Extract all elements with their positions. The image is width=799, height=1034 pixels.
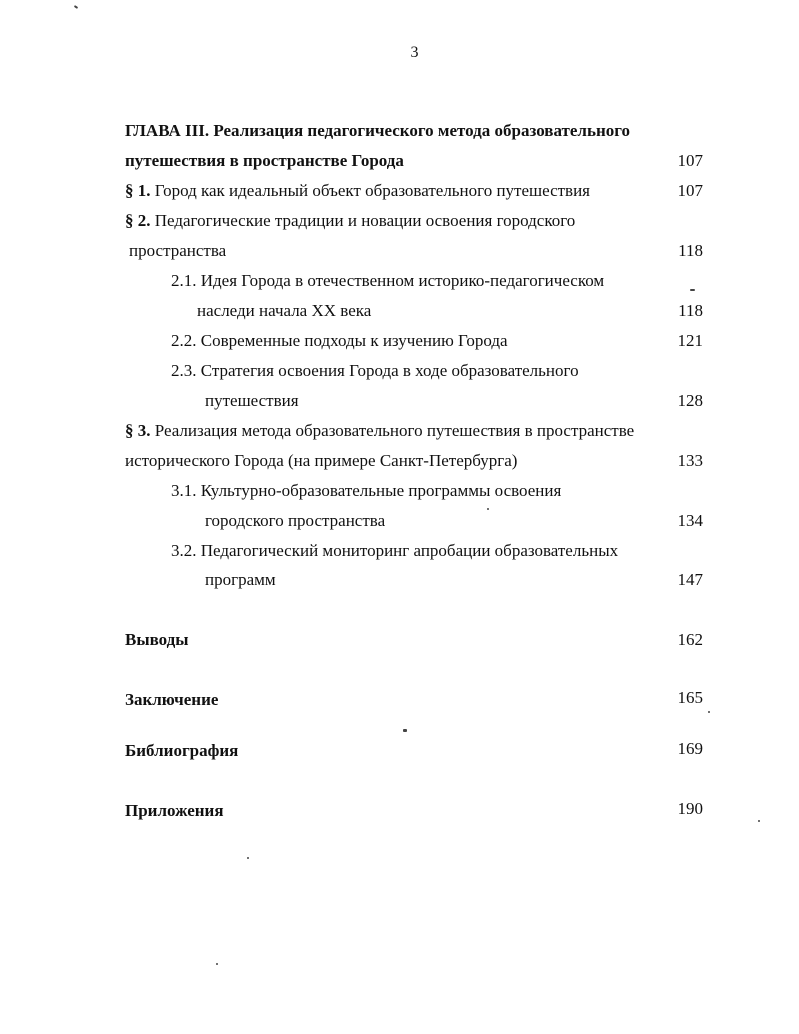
subsection-3-2-line1: 3.2. Педагогический мониторинг апробации образовательных xyxy=(171,541,619,560)
subsection-3-1-page: 134 xyxy=(677,511,703,530)
subsection-2-1-page: 118 xyxy=(678,301,703,320)
section-2-title-line2: пространства xyxy=(129,241,227,260)
scan-speck xyxy=(690,289,695,291)
subsection-3-1-line1: 3.1. Культурно-образовательные программы освоения xyxy=(171,481,562,500)
subsection-3-2-page: 147 xyxy=(677,570,703,589)
conclusions-page: 162 xyxy=(677,630,703,649)
section-3-entry xyxy=(125,421,634,441)
chapter-title-line2: путешествия в пространстве Города xyxy=(125,151,404,170)
scan-speck xyxy=(216,963,218,965)
section-2-number: § 2. xyxy=(125,211,151,230)
scan-speck xyxy=(758,820,760,822)
subsection-2-3-page: 128 xyxy=(677,391,703,410)
page-number: 3 xyxy=(410,44,419,61)
appendix-page: 190 xyxy=(677,799,703,818)
section-1-page: 107 xyxy=(677,181,703,200)
subsection-2-1-line2: наследи начала XX века xyxy=(197,301,372,320)
subsection-3-2-line2: программ xyxy=(205,570,276,589)
section-1-number: § 1. xyxy=(125,181,151,200)
chapter-title-line1: ГЛАВА III. Реализация педагогического метода образовательного xyxy=(125,121,631,140)
subsection-3-1-line2: городского пространства xyxy=(205,511,386,530)
subsection-2-1-line1: 2.1. Идея Города в отечественном историко-педагогическом xyxy=(171,271,605,290)
subsection-2-2-line1: 2.2. Современные подходы к изучению Города xyxy=(171,331,508,350)
subsection-2-2-page: 121 xyxy=(677,331,703,350)
section-1-entry xyxy=(125,181,590,201)
section-2-page: 118 xyxy=(678,241,703,260)
subsection-2-3-line1: 2.3. Стратегия освоения Города в ходе образовательного xyxy=(171,361,579,380)
conclusions-title: Выводы xyxy=(125,630,189,649)
subsection-2-3-line2: путешествия xyxy=(205,391,299,410)
section-2-title-line1: Педагогические традиции и новации освоения городского xyxy=(150,211,576,230)
scan-speck xyxy=(708,711,710,713)
section-3-title-line1: Реализация метода образовательного путешествия в пространстве xyxy=(150,421,635,440)
appendix-title: Приложения xyxy=(125,801,224,820)
bibliography-page: 169 xyxy=(677,739,703,758)
section-3-number: § 3. xyxy=(125,421,151,440)
final-title: Заключение xyxy=(125,690,219,709)
scan-speck xyxy=(74,5,78,9)
section-3-title-line2: исторического Города (на примере Санкт-Петербурга) xyxy=(125,451,518,470)
scan-speck xyxy=(487,508,489,510)
section-1-title: Город как идеальный объект образовательного путешествия xyxy=(150,181,591,200)
section-3-page: 133 xyxy=(677,451,703,470)
chapter-page: 107 xyxy=(677,151,703,170)
section-2-entry xyxy=(125,211,575,231)
scan-speck xyxy=(403,729,407,732)
bibliography-title: Библиография xyxy=(125,741,239,760)
scan-speck xyxy=(247,857,249,859)
final-page: 165 xyxy=(677,688,703,707)
